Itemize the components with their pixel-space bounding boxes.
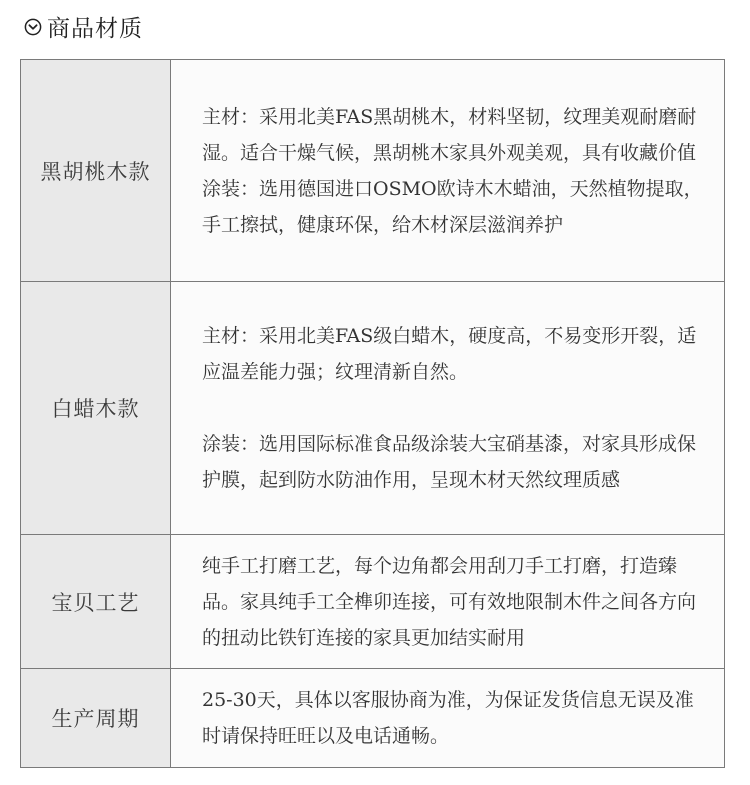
row-paragraph: 涂装：选用国际标准食品级涂装大宝硝基漆，对家具形成保护膜，起到防水防油作用，呈现木材天然纹理质感 — [202, 433, 697, 491]
row-label: 白蜡木款 — [21, 282, 171, 535]
section-header — [24, 8, 143, 44]
row-label: 生产周期 — [21, 669, 171, 768]
section-title: 商品材质 — [47, 15, 143, 42]
row-content — [171, 669, 725, 768]
row-content — [171, 535, 725, 669]
paragraph-spacer — [202, 390, 712, 426]
table-row — [21, 669, 725, 768]
row-paragraph: 涂装：选用德国进口OSMO欧诗木木蜡油，天然植物提取，手工擦拭，健康环保，给木材深层滋润养护 — [202, 177, 703, 236]
row-label: 黑胡桃木款 — [21, 60, 171, 282]
row-label: 宝贝工艺 — [21, 535, 171, 669]
material-spec-table — [20, 59, 725, 768]
table-row — [21, 282, 725, 535]
row-content — [171, 60, 725, 282]
row-paragraph: 主材：采用北美FAS级白蜡木，硬度高，不易变形开裂，适应温差能力强；纹理清新自然。 — [202, 325, 697, 383]
row-paragraph: 纯手工打磨工艺，每个边角都会用刮刀手工打磨，打造臻品。家具纯手工全榫卯连接，可有效地限制木件之间各方向的扭动比铁钉连接的家具更加结实耐用 — [202, 554, 697, 649]
row-paragraph: 25-30天，具体以客服协商为准，为保证发货信息无误及准时请保持旺旺以及电话通畅。 — [202, 689, 694, 747]
row-paragraph: 主材：采用北美FAS黑胡桃木，材料坚韧，纹理美观耐磨耐湿。适合干燥气候，黑胡桃木家具外观美观，具有收藏价值 — [202, 105, 697, 164]
table-row — [21, 60, 725, 282]
table-row — [21, 535, 725, 669]
chevron-down-circle-icon — [24, 18, 42, 36]
row-content — [171, 282, 725, 535]
